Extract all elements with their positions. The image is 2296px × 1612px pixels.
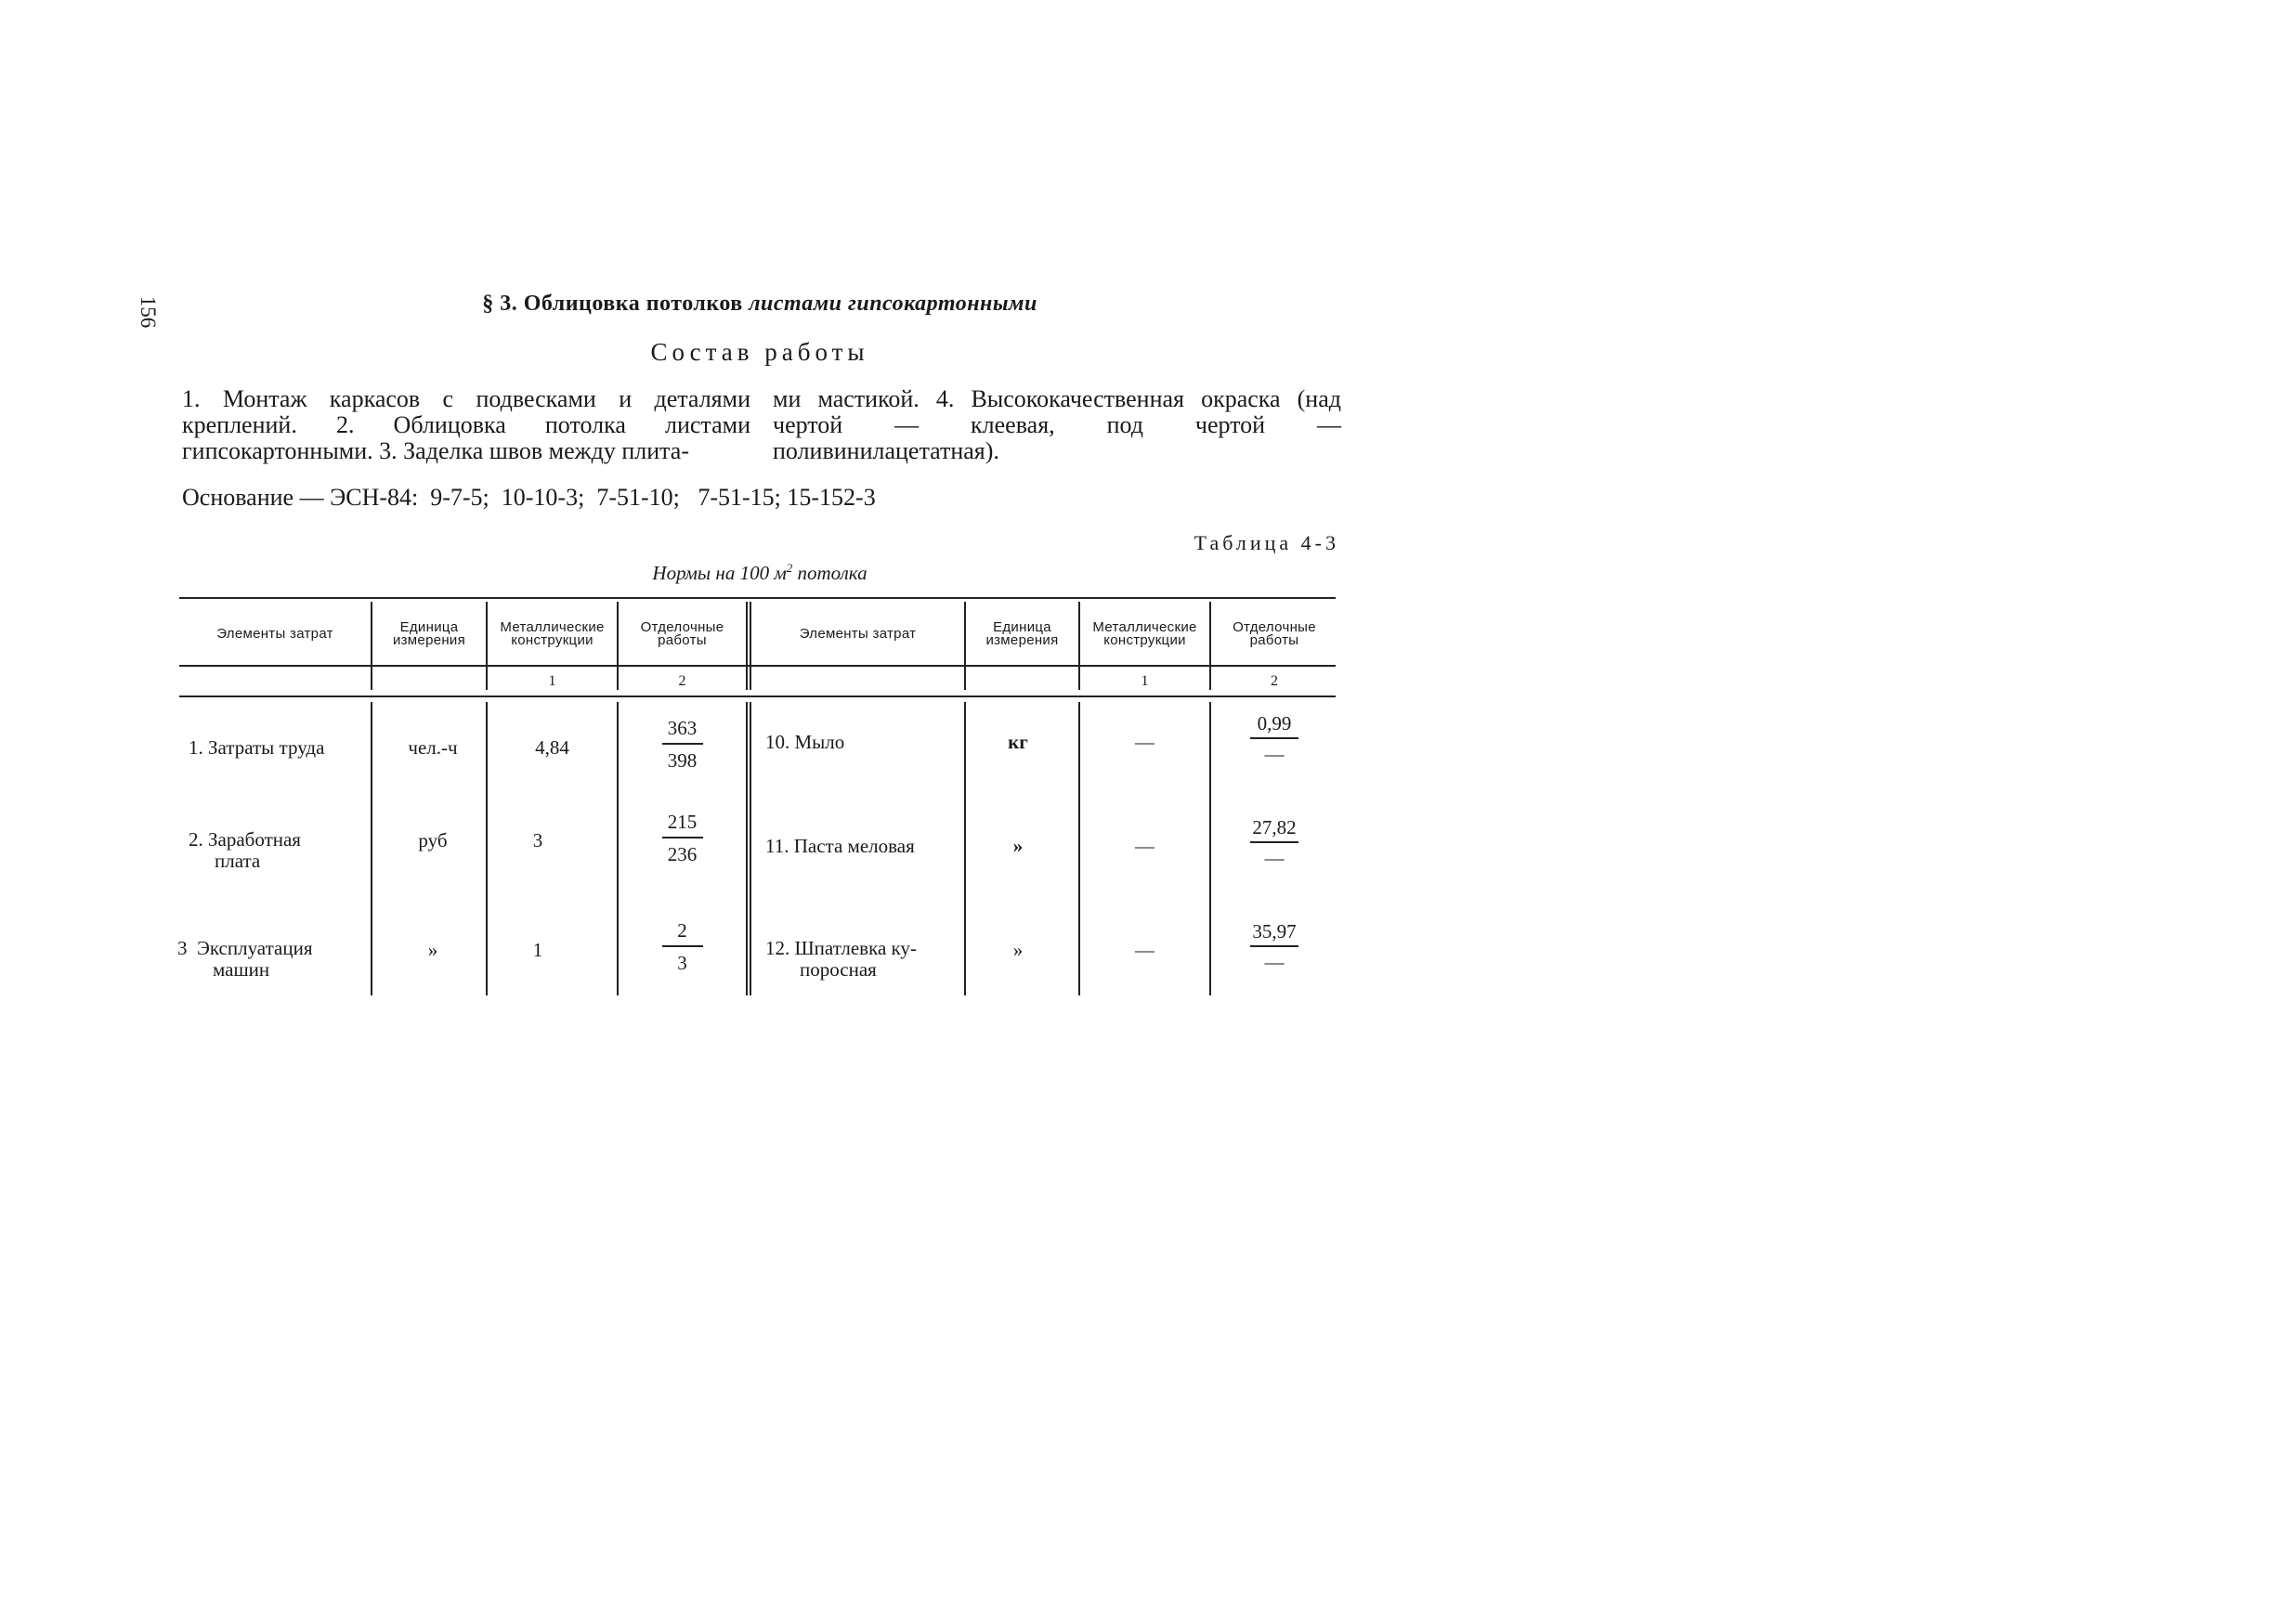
- fraction-bar: [662, 945, 703, 947]
- fraction-top: 0,99: [1257, 712, 1292, 734]
- row-element-line2: машин: [213, 958, 270, 981]
- row-element-line2: плата: [215, 850, 261, 872]
- fraction-bottom: 236: [667, 842, 698, 865]
- fraction-bottom: —: [1264, 950, 1285, 973]
- fraction-bottom: —: [1264, 742, 1285, 765]
- fraction-bar: [662, 743, 703, 745]
- fraction-top: 2: [677, 919, 687, 942]
- row-element-line1: 10. Мыло: [765, 730, 845, 753]
- col-number-metal: 1: [548, 673, 556, 689]
- row-finish-fraction: [1211, 712, 1337, 765]
- row-element-name: [189, 829, 371, 874]
- table-label: Таблица 4-3: [1194, 531, 1339, 554]
- header-metal: Металлические конструкции: [500, 619, 605, 648]
- row-element-name: [177, 938, 371, 982]
- row-unit: чел.-ч: [408, 735, 458, 759]
- row-element-name: [765, 830, 964, 862]
- row-element-line2: поросная: [800, 958, 877, 981]
- row-finish-fraction: [619, 811, 746, 865]
- row-metal: —: [1135, 730, 1155, 753]
- col-number-finish: 2: [1271, 673, 1278, 689]
- row-unit: кг: [1008, 730, 1028, 753]
- work-text-right: ми мастикой. 4. Высококачественная окраска (над чертой — клеевая, под чертой — поливинилацетатная).: [773, 385, 1341, 464]
- row-element-name: [765, 938, 964, 982]
- row-unit: »: [1012, 938, 1024, 961]
- row-finish-fraction: [1211, 816, 1337, 869]
- fraction-bar: [1250, 841, 1298, 843]
- row-metal: 4,84: [535, 735, 569, 759]
- fraction-top: 27,82: [1252, 816, 1297, 838]
- fraction-bottom: 398: [667, 748, 698, 772]
- row-element-line1: 3 Эксплуатация: [177, 937, 313, 959]
- row-element-line1: 11. Паста меловая: [765, 834, 915, 857]
- row-unit: руб: [418, 828, 448, 852]
- table-top-rule: [179, 597, 1336, 599]
- header-bottom-rule: [179, 665, 1336, 667]
- basis-line: Основание — ЭСН-84: 9-7-5; 10-10-3; 7-51-10; 7-51-15; 15-152-3: [182, 484, 876, 511]
- section-title-italic: листами гипсокартонными: [749, 292, 1037, 316]
- row-element-name: [189, 732, 371, 763]
- row-element-line1: 12. Шпатлевка ку-: [765, 937, 917, 959]
- row-metal: 1: [532, 938, 543, 961]
- table-caption-sup: 2: [786, 561, 793, 575]
- header-unit: Единица измерения: [392, 619, 466, 648]
- col-divider-double: [750, 702, 751, 995]
- fraction-bottom: —: [1264, 846, 1285, 869]
- row-metal: —: [1135, 938, 1155, 961]
- fraction-bar: [1250, 945, 1298, 947]
- row-finish-fraction: [619, 919, 746, 974]
- header-element: Элементы затрат: [799, 626, 917, 642]
- col-number-metal: 1: [1141, 673, 1149, 689]
- fraction-top: 35,97: [1252, 920, 1297, 942]
- fraction-top: 363: [667, 717, 698, 739]
- work-heading: Состав работы: [650, 338, 869, 366]
- table-caption-text: Нормы на 100 м: [652, 562, 787, 584]
- col-number-finish: 2: [678, 673, 686, 689]
- header-metal: Металлические конструкции: [1092, 619, 1197, 648]
- col-divider-double: [746, 602, 748, 690]
- header-element: Элементы затрат: [216, 626, 333, 642]
- row-finish-fraction: [619, 717, 746, 772]
- colnum-bottom-rule: [179, 696, 1336, 697]
- row-element-name: [765, 726, 964, 758]
- header-finish: Отделочные работы: [1233, 619, 1316, 648]
- row-unit: »: [427, 938, 438, 961]
- page-number: 156: [137, 295, 160, 329]
- row-metal: —: [1135, 834, 1155, 857]
- fraction-bar: [662, 837, 703, 838]
- header-unit: Единица измерения: [985, 619, 1059, 648]
- section-title-bold: § 3. Облицовка потолков: [482, 292, 743, 316]
- fraction-bar: [1250, 737, 1298, 739]
- row-unit: »: [1012, 834, 1024, 857]
- work-text-left: 1. Монтаж каркасов с подвесками и деталями креплений. 2. Облицовка потолка листами гипсокартонными. 3. Заделка швов между плита-: [182, 385, 750, 464]
- row-element-line1: 1. Затраты труда: [189, 735, 325, 759]
- row-finish-fraction: [1211, 920, 1337, 973]
- fraction-bottom: 3: [677, 951, 687, 974]
- section-title: [179, 292, 1340, 317]
- row-element-line1: 2. Заработная: [189, 828, 301, 851]
- row-metal: 3: [532, 828, 543, 852]
- header-finish: Отделочные работы: [640, 619, 724, 648]
- col-divider-double: [746, 702, 748, 995]
- table-caption-tail: потолка: [792, 562, 868, 584]
- table-caption: [179, 561, 1340, 585]
- fraction-top: 215: [667, 811, 698, 833]
